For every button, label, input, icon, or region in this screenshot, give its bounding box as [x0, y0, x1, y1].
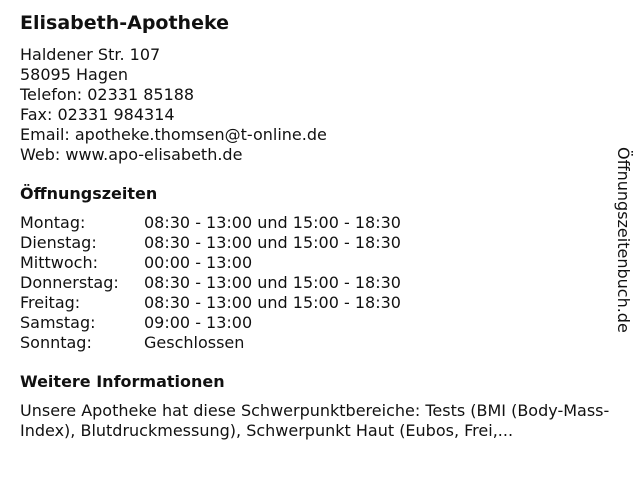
opening-hours-heading: Öffnungszeiten	[20, 184, 158, 203]
opening-hours-table	[20, 213, 620, 353]
day-label: Donnerstag:	[20, 273, 119, 292]
hours-row-monday	[20, 213, 620, 233]
hours-row-saturday	[20, 313, 620, 333]
hours-row-friday	[20, 293, 620, 313]
time-value: Geschlossen	[144, 333, 245, 352]
hours-row-tuesday	[20, 233, 620, 253]
phone-number: Telefon: 02331 85188	[20, 85, 195, 104]
day-label: Freitag:	[20, 293, 81, 312]
email-address: Email: apotheke.thomsen@t-online.de	[20, 125, 327, 144]
time-value: 08:30 - 13:00 und 15:00 - 18:30	[144, 213, 401, 232]
time-value: 09:00 - 13:00	[144, 313, 253, 332]
city-postcode: 58095 Hagen	[20, 65, 128, 84]
hours-row-thursday	[20, 273, 620, 293]
hours-row-wednesday	[20, 253, 620, 273]
site-watermark: Öffnungszeitenbuch.de	[614, 147, 633, 333]
time-value: 00:00 - 13:00	[144, 253, 253, 272]
day-label: Sonntag:	[20, 333, 92, 352]
pharmacy-name: Elisabeth-Apotheke	[20, 12, 229, 34]
day-label: Dienstag:	[20, 233, 97, 252]
fax-number: Fax: 02331 984314	[20, 105, 175, 124]
time-value: 08:30 - 13:00 und 15:00 - 18:30	[144, 293, 401, 312]
day-label: Samstag:	[20, 313, 96, 332]
day-label: Montag:	[20, 213, 86, 232]
street-address: Haldener Str. 107	[20, 45, 161, 64]
website: Web: www.apo-elisabeth.de	[20, 145, 243, 164]
time-value: 08:30 - 13:00 und 15:00 - 18:30	[144, 233, 401, 252]
hours-row-sunday	[20, 333, 620, 353]
contact-block	[20, 45, 620, 165]
pharmacy-card	[20, 10, 620, 441]
day-label: Mittwoch:	[20, 253, 98, 272]
time-value: 08:30 - 13:00 und 15:00 - 18:30	[144, 273, 401, 292]
further-info-heading: Weitere Informationen	[20, 372, 225, 391]
watermark-container	[608, 0, 638, 480]
further-info-text: Unsere Apotheke hat diese Schwerpunktbereiche: Tests (BMI (Body-Mass-Index), Blutdruckmessung), Schwerpunkt Haut (Eubos, Frei,...	[20, 401, 610, 440]
